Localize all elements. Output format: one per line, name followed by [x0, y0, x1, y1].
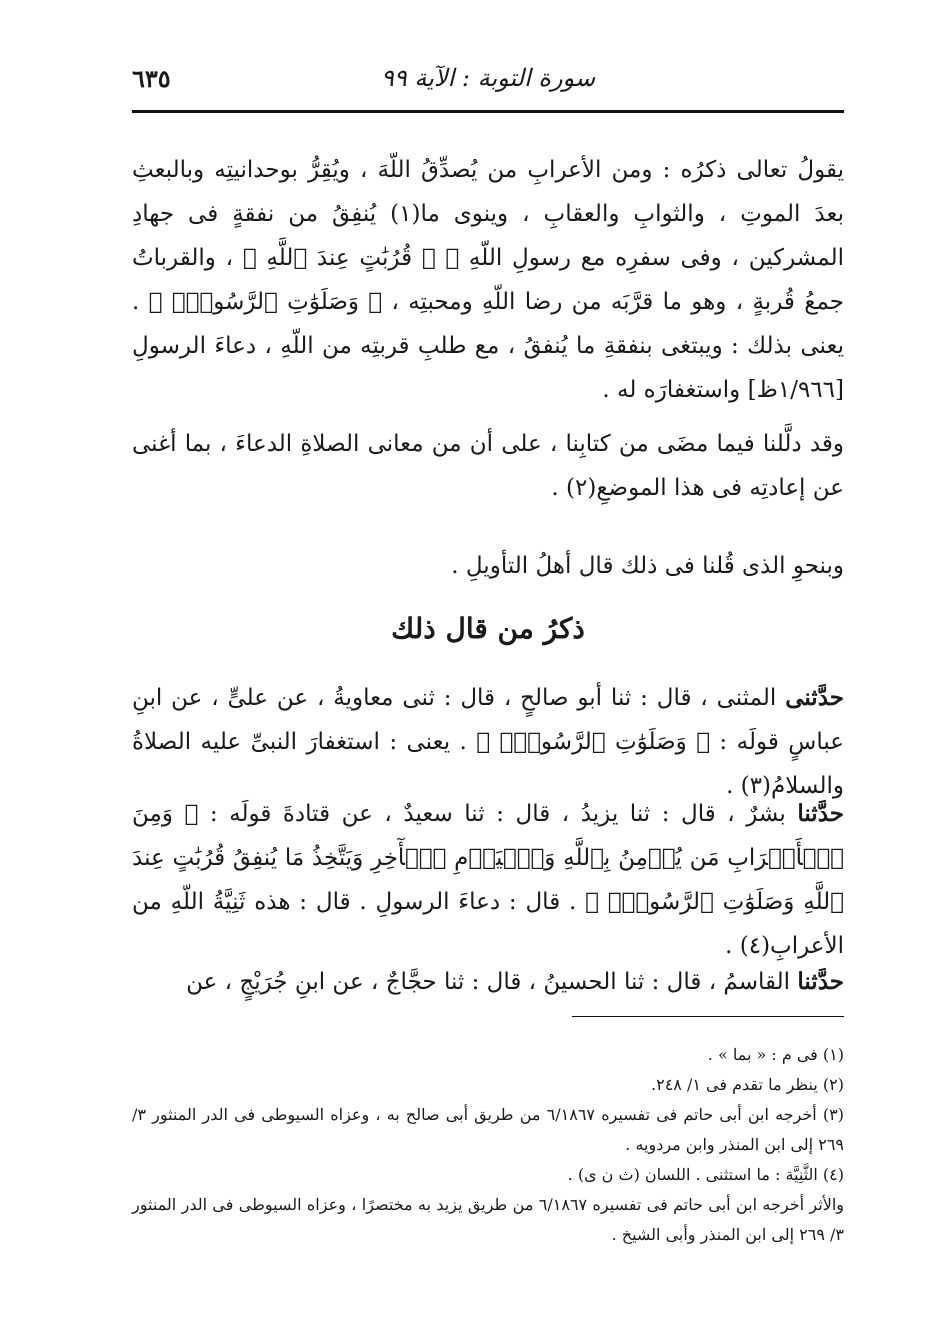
header-rule	[132, 110, 844, 113]
narration-text: بشرٌ ، قال : ثنا يزيدُ ، قال : ثنا سعيدٌ ، عن قتادةَ قولَه : ﴿ وَمِنَ ٱلۡأَعۡرَابِ مَن يُؤۡمِنُ بِٱللَّهِ وَٱلۡيَوۡمِ ٱلۡأٓخِرِ وَيَتَّخِذُ مَا يُنفِقُ قُرُبَٰتٍ عِندَ ٱللَّهِ وَصَلَوَٰتِ ٱلرَّسُولِۚ ﴾ . قال : دعاءَ الرسولِ . قال : هذه ثَنِيَّةُ اللّهِ من الأعرابِ(٤) .	[132, 801, 844, 959]
page-number: ٦٣٥	[132, 64, 171, 93]
narration-lead: حدَّثنى	[785, 684, 844, 711]
narration-lead: حدَّثنا	[797, 800, 844, 827]
footnote-1: (١) فى م : « بما » .	[707, 1045, 844, 1064]
narration-2	[132, 792, 844, 968]
footnote-rule	[572, 1016, 844, 1017]
running-title: سورة التوبة : الآية ٩٩	[380, 64, 596, 92]
narration-lead: حدَّثنا	[797, 968, 844, 995]
narration-text: القاسمُ ، قال : ثنا الحسينُ ، قال : ثنا حجَّاجٌ ، عن ابنِ جُرَيْجٍ ، عن	[186, 969, 798, 995]
paragraph-3	[132, 544, 844, 588]
footnotes	[132, 1040, 844, 1250]
paragraph-text: يقولُ تعالى ذكرُه : ومن الأعرابِ من يُصدِّقُ اللّهَ ، ويُقِرُّ بوحدانيتِه وبالبعثِ بعدَ الموتِ ، والثوابِ والعقابِ ، وينوى ما(١) يُنفِقُ من نفقةٍ فى جهادِ المشركين ، وفى سفرِه مع رسولِ اللّهِ ﷺ ﴿ قُرُبَٰتٍ عِندَ ٱللَّهِ ﴾ ، والقرباتُ جمعُ قُربةٍ ، وهو ما قرَّبَه من رضا اللّهِ ومحبتِه ، ﴿ وَصَلَوَٰتِ ٱلرَّسُولِۚ ﴾ . يعنى بذلك : ويبتغى بنفقةِ ما يُنفقُ ، مع طلبِ قربتِه من اللّهِ ، دعاءَ الرسولِ [١/٩٦٦ظ] واستغفارَه له .	[132, 157, 844, 403]
footnote-4-continuation: والأثر أخرجه ابن أبى حاتم فى تفسيره ٦/١٨٦٧ من طريق يزيد به مختصرًا ، وعزاه السيوطى فى الدر المنثور ٣/ ٢٦٩ إلى ابن المنذر وأبى الشيخ .	[132, 1195, 844, 1244]
narration-text: المثنى ، قال : ثنا أبو صالحٍ ، قال : ثنى معاويةُ ، عن علىٍّ ، عن ابنِ عباسٍ قولَه : ﴿ وَصَلَوَٰتِ ٱلرَّسُولِۚ ﴾ . يعنى : استغفارَ النبىِّ عليه الصلاةُ والسلامُ(٣) .	[132, 685, 844, 799]
footnote-3: (٣) أخرجه ابن أبى حاتم فى تفسيره ٦/١٨٦٧ من طريق أبى صالح به ، وعزاه السيوطى فى الدر المنثور ٣/ ٢٦٩ إلى ابن المنذر وابن مردويه .	[132, 1105, 844, 1154]
paragraph-2	[132, 422, 844, 510]
paragraph-1	[132, 148, 844, 412]
paragraph-text: وقد دلَّلنا فيما مضَى من كتابِنا ، على أن من معانى الصلاةِ الدعاءَ ، بما أغنى عن إعادتِه فى هذا الموضعِ(٢) .	[132, 431, 844, 501]
narration-3	[132, 960, 844, 1004]
footnote-2: (٢) ينظر ما تقدم فى ١/ ٢٤٨.	[651, 1075, 844, 1094]
paragraph-text: وبنحوِ الذى قُلنا فى ذلك قال أهلُ التأويلِ .	[451, 553, 844, 579]
narration-1	[132, 676, 844, 808]
footnote-4: (٤) الثَّنِيَّة : ما استثنى . اللسان (ث ن ى) .	[567, 1165, 844, 1184]
page-header	[132, 60, 844, 104]
section-heading: ذكرُ من قال ذلك	[391, 612, 585, 645]
